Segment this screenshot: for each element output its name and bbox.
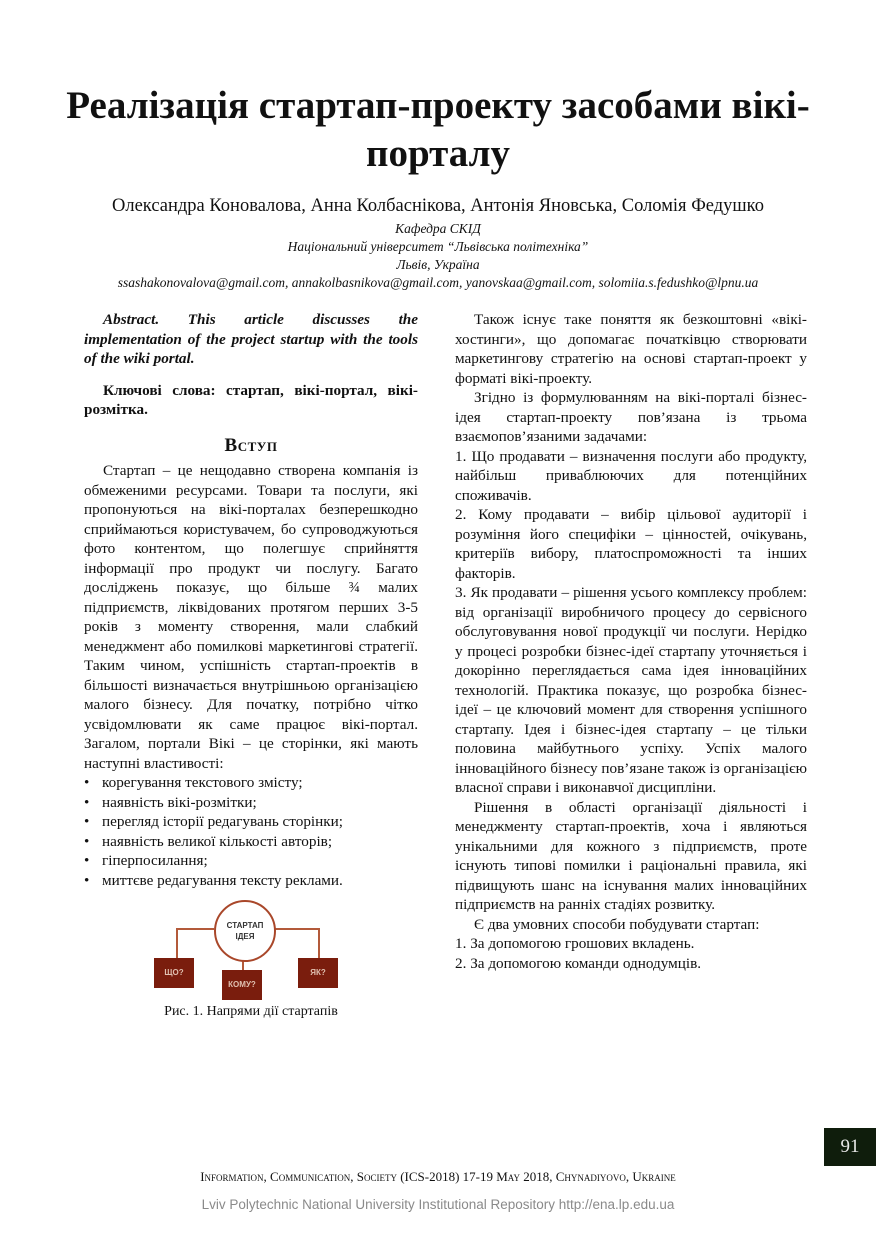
right-column [455, 310, 807, 973]
department: Кафедра СКІД [395, 221, 481, 236]
paragraph: Також існує таке поняття як безкоштовні «вікі-хостинги», що допомагає початківцю створювати маркетингову стратегію на основі стартап-проект у форматі вікі-проекту. [455, 311, 807, 387]
list-item: • наявність великої кількості авторів; [84, 832, 418, 852]
connector-line [176, 928, 178, 958]
footer-conference: Information, Communication, Society (ICS-2018) 17-19 May 2018, Chynadiyovo, Ukraine [200, 1169, 676, 1184]
list-item: 3. Як продавати – рішення усього комплексу проблем: від організації виробничого процесу до сервісного обслуговування нової продукції чи послуги. Нерідко у процесі розробки бізнес-ідеї стартапу уточняється і докорінно переглядається сама ідея інноваційних технологій. Практика показує, що розробка бізнес-ідеї – це ключовий момент для створення успішного стартапу. Ідея і бізнес-ідея стартапу – це тільки половина майбутнього успіху. Успіх малого інноваційного бізнесу пов’язане також із організацією власної справи і виконавчої дисципліни. [455, 584, 807, 796]
list-item: 1. За допомогою грошових вкладень. [455, 935, 695, 952]
box-what: ЩО? [154, 958, 194, 988]
connector-line [318, 928, 320, 958]
connector-line [176, 928, 214, 930]
paragraph: Є два умовних способи побудувати стартап: [474, 915, 760, 933]
figure-caption: Рис. 1. Напрями дії стартапів [164, 1004, 338, 1019]
ways-list [455, 934, 807, 973]
university: Національний університет “Львівська політехніка” [287, 239, 589, 254]
list-item: • миттєве редагування тексту реклами. [84, 871, 418, 891]
paragraph: Рішення в області організації діяльності і менеджменту стартап-проектів, хоча і являються унікальними для кожного з підприємств, проте існують типові помилки і раціональні правила, які підвищують шанс на існування малих інноваційних підприємств на ранніх стадіях розвитку. [455, 798, 807, 913]
author-list: Олександра Коновалова, Анна Колбаснікова, Антонія Яновська, Соломія Федушко [112, 196, 764, 216]
box-how: ЯК? [298, 958, 338, 988]
list-item: 1. Що продавати – визначення послуги або продукту, найбільш приваблюючих для потенційних споживачів. [455, 447, 807, 504]
page-number: 91 [824, 1128, 876, 1166]
footer-repository: Lviv Polytechnic National University Institutional Repository http://ena.lp.edu.ua [201, 1197, 675, 1212]
abstract: Abstract. This article discusses the implementation of the project startup with the tools of the wiki portal. [84, 311, 418, 367]
box-whom: КОМУ? [222, 970, 262, 1000]
keywords: Ключові слова: стартап, вікі-портал, вікі-розмітка. [84, 381, 418, 418]
author-emails: ssashakonovalova@gmail.com, annakolbasnikova@gmail.com, yanovskaa@gmail.com, solomiia.s.fedushko@lpnu.ua [117, 275, 759, 290]
list-item: 2. Кому продавати – вибір цільової аудиторії і розуміння його специфіки – цінностей, очікувань, критеріїв вибору, платоспроможності та інших факторів. [455, 506, 807, 582]
location: Львів, Україна [396, 257, 480, 272]
startup-idea-node: СТАРТАП ІДЕЯ [214, 900, 276, 962]
tasks-list [455, 447, 807, 798]
connector-line [274, 928, 320, 930]
list-item: • наявність вікі-розмітки; [84, 793, 418, 813]
section-heading-intro: Вступ [224, 434, 278, 456]
intro-paragraph: Стартап – це нещодавно створена компанія із обмеженими ресурсами. Товари та послуги, які пропонуються на вікі-порталах безперешкодно сприймаються користувачем, бо супроводжуються фото контентом, що полегшує сприйняття інформації про продукт чи послугу. Багато досліджень показує, що більше ¾ малих підприємств, ліквідованих протягом перших 3-5 років з моменту створення, мали слабкий менеджмент або помилкові маркетингові стратегії. Таким чином, успішність стартап-проектів в більшості визначається внутрішньою організацією малого бізнесу. Для початку, потрібно чітко усвідомлювати як саме працює вікі-портал. Загалом, портали Вікі – це сторінки, які мають наступні властивості: [84, 462, 418, 772]
list-item: • корегування текстового змісту; [84, 773, 418, 793]
wiki-properties-list [84, 773, 418, 890]
left-column [84, 310, 418, 1022]
list-item: • гіперпосилання; [84, 851, 418, 871]
figure-startup-directions [84, 896, 418, 996]
paragraph: Згідно із формулюванням на вікі-порталі бізнес-ідея стартап-проекту пов’язана із трьома взаємопов’язаними задачами: [455, 389, 807, 445]
list-item: • перегляд історії редагувань сторінки; [84, 812, 418, 832]
list-item: 2. За допомогою команди однодумців. [455, 954, 702, 972]
affiliation-block [40, 220, 836, 292]
paper-title: Реалізація стартап-проекту засобами вікі-порталу [66, 84, 810, 175]
